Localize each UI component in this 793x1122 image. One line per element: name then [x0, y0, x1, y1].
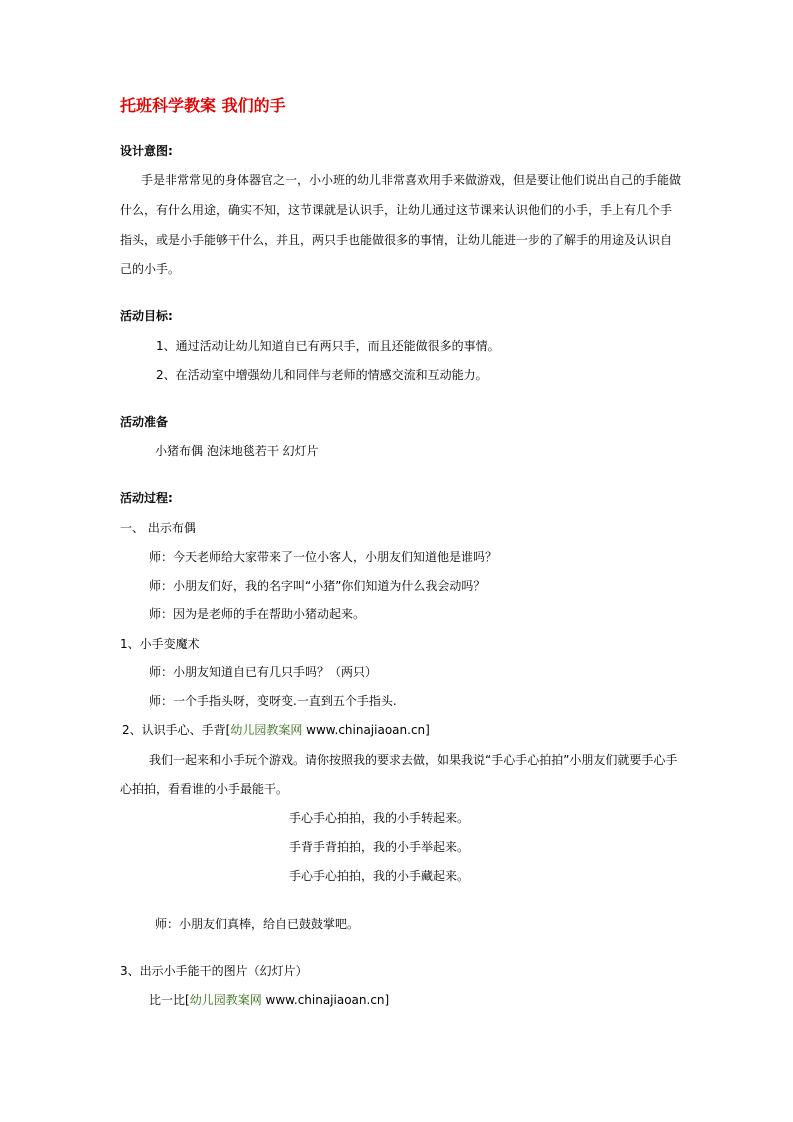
part3-praise: 师：小朋友们真棒，给自已鼓鼓掌吧。	[155, 917, 360, 931]
goal-item-2: 2、在活动室中增强幼儿和同伴与老师的情感交流和互动能力。	[156, 368, 488, 382]
design-line-2: 什么，有什么用途，确实不知，这节课就是认识手，让幼儿通过这节课来认识他们的小手，手上有几个手	[120, 203, 673, 217]
part3-line-1: 我们一起来和小手玩个游戏。请你按照我的要求去做，如果我说“手心手心拍拍”小朋友们就要手心手	[149, 753, 678, 767]
part4-prefix: 比一比	[149, 993, 186, 1007]
design-line-4: 己的小手。	[120, 262, 181, 276]
part4-link-open: [	[185, 993, 190, 1007]
process-heading: 活动过程:	[120, 491, 173, 505]
part4-link-url: www.chinajiaoan.cn	[261, 993, 385, 1007]
document-title: 托班科学教案 我们的手	[120, 96, 286, 115]
part4-title: 3、出示小手能干的图片（幻灯片）	[120, 964, 308, 978]
design-heading: 设计意图:	[120, 144, 173, 158]
part3-link-open: [	[225, 723, 231, 737]
part3-link-close: ]	[425, 723, 430, 737]
part4-site-link[interactable]	[185, 993, 389, 1007]
goal-item-1: 1、通过活动让幼儿知道自已有两只手，而且还能做很多的事情。	[156, 339, 500, 353]
part3-site-link[interactable]	[226, 723, 430, 737]
part2-line-2: 师：一个手指头呀，变呀变.一直到五个手指头.	[149, 694, 397, 708]
part4-link-close: ]	[384, 993, 390, 1007]
goals-heading: 活动目标:	[120, 309, 173, 323]
prep-heading: 活动准备	[120, 415, 169, 429]
part1-line-2: 师：小朋友们好，我的名字叫“小猪”你们知道为什么我会动吗？	[149, 579, 486, 593]
part1-line-3: 师：因为是老师的手在帮助小猪动起来。	[149, 607, 366, 621]
rhyme-line-2: 手背手背拍拍，我的小手举起来。	[289, 840, 470, 854]
part3-link-site: 幼儿园教案网	[230, 723, 303, 737]
part4-link-site: 幼儿园教案网	[189, 993, 262, 1007]
part3-title-text: 2、认识手心、手背	[122, 723, 226, 737]
part3-title	[122, 722, 430, 738]
part4-line	[149, 992, 389, 1008]
design-line-1: 手是非常常见的身体器官之一，小小班的幼儿非常喜欢用手来做游戏，但是要让他们说出自己的手能做	[141, 173, 682, 187]
part2-line-1: 师：小朋友知道自已有几只手吗？（两只）	[149, 665, 378, 679]
rhyme-line-1: 手心手心拍拍，我的小手转起来。	[289, 811, 470, 825]
rhyme-line-3: 手心手心拍拍，我的小手藏起来。	[289, 869, 470, 883]
part2-title: 1、小手变魔术	[120, 637, 200, 651]
design-line-3: 指头，或是小手能够干什么，并且，两只手也能做很多的事情，让幼儿能进一步的了解手的用途及认识自	[120, 233, 673, 247]
part1-line-1: 师：今天老师给大家带来了一位小客人，小朋友们知道他是谁吗？	[149, 550, 498, 564]
prep-materials: 小猪布偶 泡沫地毯若干 幻灯片	[155, 444, 319, 458]
part3-line-2: 心拍拍，看看谁的小手最能干。	[120, 782, 289, 796]
part3-link-url: www.chinajiaoan.cn	[302, 723, 426, 737]
part1-title: 一、 出示布偶	[120, 521, 196, 535]
